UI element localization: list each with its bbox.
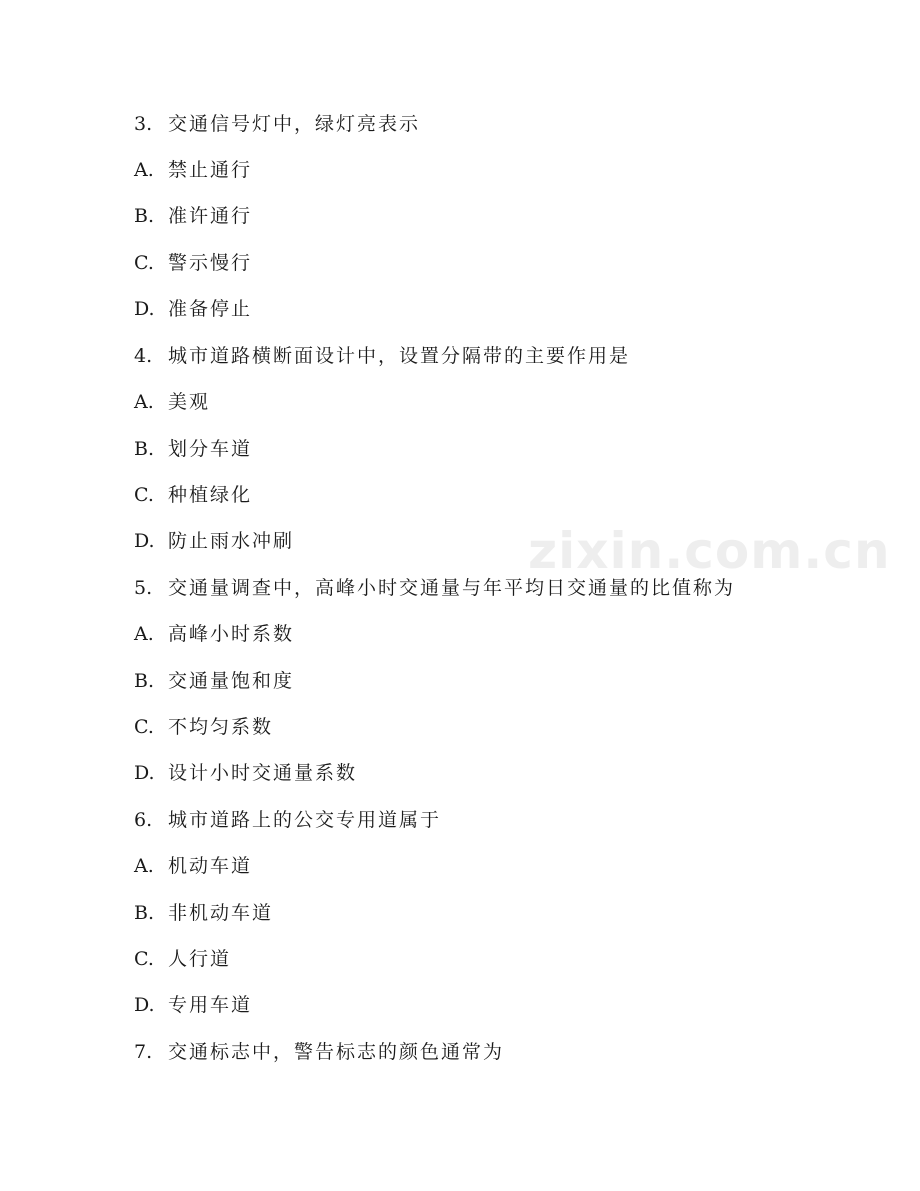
- option-text: 准备停止: [168, 298, 253, 320]
- option-text: 人行道: [168, 948, 232, 970]
- option-letter: C.: [134, 252, 154, 274]
- option-d: [134, 990, 252, 1020]
- option-b: [134, 201, 252, 231]
- question-text: 城市道路横断面设计中，设置分隔带的主要作用是: [168, 345, 631, 367]
- option-letter: C.: [134, 948, 154, 970]
- option-text: 交通量饱和度: [168, 670, 295, 692]
- option-a: [134, 387, 210, 417]
- question-3: [134, 109, 420, 139]
- question-number: 4.: [134, 345, 153, 367]
- option-d: [134, 294, 252, 324]
- option-letter: D.: [134, 298, 155, 320]
- question-6: [134, 805, 441, 835]
- option-a: [134, 155, 252, 185]
- question-number: 3.: [134, 113, 153, 135]
- option-letter: C.: [134, 716, 154, 738]
- option-letter: A.: [134, 623, 154, 645]
- watermark-text: zixin.com.cn: [528, 522, 891, 580]
- question-text: 城市道路上的公交专用道属于: [168, 809, 442, 831]
- option-text: 划分车道: [168, 438, 253, 460]
- option-letter: B.: [134, 205, 155, 227]
- option-letter: D.: [134, 762, 155, 784]
- question-text: 交通量调查中，高峰小时交通量与年平均日交通量的比值称为: [168, 577, 736, 599]
- option-letter: D.: [134, 994, 155, 1016]
- option-text: 准许通行: [168, 205, 253, 227]
- option-text: 禁止通行: [168, 159, 253, 181]
- option-b: [134, 666, 294, 696]
- option-a: [134, 851, 252, 881]
- question-7: [134, 1037, 504, 1067]
- question-text: 交通标志中，警告标志的颜色通常为: [168, 1041, 505, 1063]
- option-text: 防止雨水冲刷: [168, 530, 295, 552]
- option-text: 种植绿化: [168, 484, 253, 506]
- option-text: 高峰小时系数: [168, 623, 295, 645]
- option-b: [134, 434, 252, 464]
- option-letter: A.: [134, 855, 154, 877]
- option-text: 专用车道: [168, 994, 253, 1016]
- option-text: 非机动车道: [168, 902, 274, 924]
- option-letter: B.: [134, 902, 155, 924]
- option-letter: A.: [134, 159, 154, 181]
- option-text: 警示慢行: [168, 252, 253, 274]
- option-letter: A.: [134, 391, 154, 413]
- question-4: [134, 341, 630, 371]
- question-number: 5.: [134, 577, 153, 599]
- question-number: 6.: [134, 809, 153, 831]
- option-c: [134, 480, 252, 510]
- option-letter: D.: [134, 530, 155, 552]
- option-text: 设计小时交通量系数: [168, 762, 358, 784]
- option-text: 机动车道: [168, 855, 253, 877]
- option-c: [134, 944, 231, 974]
- question-number: 7.: [134, 1041, 153, 1063]
- option-text: 美观: [168, 391, 211, 413]
- option-letter: B.: [134, 670, 155, 692]
- option-letter: C.: [134, 484, 154, 506]
- question-5: [134, 573, 735, 603]
- option-d: [134, 758, 357, 788]
- question-text: 交通信号灯中，绿灯亮表示: [168, 113, 421, 135]
- option-a: [134, 619, 294, 649]
- option-text: 不均匀系数: [168, 716, 274, 738]
- option-d: [134, 526, 294, 556]
- option-letter: B.: [134, 438, 155, 460]
- option-c: [134, 712, 273, 742]
- option-b: [134, 898, 273, 928]
- option-c: [134, 248, 252, 278]
